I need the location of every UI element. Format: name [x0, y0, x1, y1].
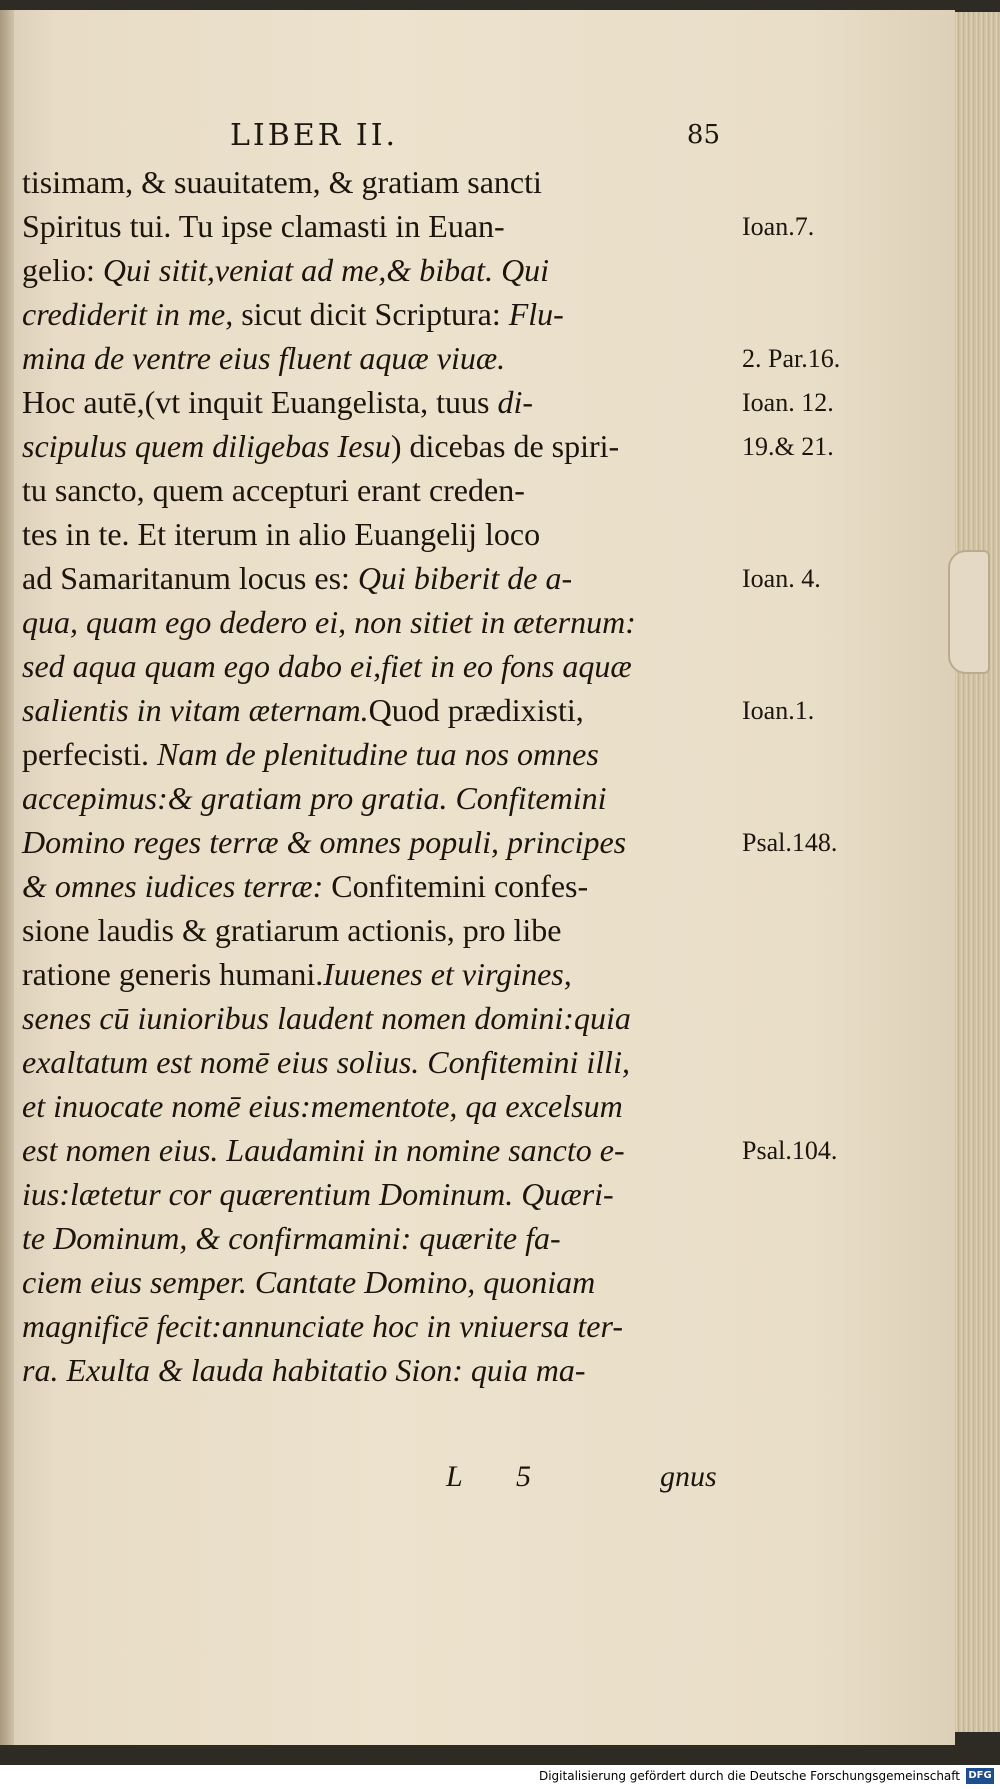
text-line: [22, 468, 742, 512]
margin-note: Ioan.7.: [742, 212, 815, 241]
text-line: [22, 1172, 742, 1216]
margin-note: Psal.104.: [742, 1136, 838, 1165]
running-header: [230, 118, 720, 158]
text-line: [22, 424, 742, 468]
text-line: [22, 556, 742, 600]
page-gutter-shadow: [0, 10, 14, 1745]
text-line: [22, 1260, 742, 1304]
text-line: [22, 952, 742, 996]
italic-text-run: qua, quam ego dedero ei, non sitiet in æternum:: [22, 604, 636, 640]
text-line: [22, 732, 742, 776]
italic-text-run: sed aqua quam ego dabo ei,fiet in eo fons aquæ: [22, 648, 632, 684]
italic-text-run: ciem eius semper. Cantate Domino, quoniam: [22, 1264, 596, 1300]
italic-text-run: ius:lætetur cor quærentium Dominum. Quæri-: [22, 1176, 614, 1212]
italic-text-run: exaltatum est nomē eius solius. Confitemini illi,: [22, 1044, 630, 1080]
text-line: [22, 996, 742, 1040]
italic-text-run: Iuuenes et virgines,: [323, 956, 572, 992]
text-line: [22, 644, 742, 688]
italic-text-run: Qui biberit de a-: [357, 560, 573, 596]
roman-text-run: sione laudis & gratiarum actionis, pro libe: [22, 912, 562, 948]
italic-text-run: magnificē fecit:annunciate hoc in vniuersa ter-: [22, 1308, 623, 1344]
text-line: [22, 512, 742, 556]
text-line: [22, 292, 742, 336]
italic-text-run: salientis in vitam æternam.: [22, 692, 369, 728]
text-line: [22, 688, 742, 732]
text-line: [22, 248, 742, 292]
signature-number: 5: [516, 1460, 531, 1493]
roman-text-run: perfecisti.: [22, 736, 158, 772]
italic-text-run: et inuocate nomē eius:mementote, qa excelsum: [22, 1088, 623, 1124]
margin-note: Psal.148.: [742, 828, 838, 857]
roman-text-run: Quod prædixisti,: [368, 692, 584, 728]
text-line: [22, 1084, 742, 1128]
text-line: [22, 820, 742, 864]
italic-text-run: senes cū iunioribus laudent nomen domini:quia: [22, 1000, 631, 1036]
text-line: [22, 1304, 742, 1348]
text-line: [22, 1040, 742, 1084]
italic-text-run: Flu-: [508, 296, 564, 332]
roman-text-run: ad Samaritanum locus es:: [22, 560, 358, 596]
text-line: [22, 1216, 742, 1260]
roman-text-run: tisimam, & suauitatem, & gratiam sancti: [22, 164, 542, 200]
text-line: [22, 776, 742, 820]
roman-text-run: sicut dicit Scriptura:: [233, 296, 509, 332]
text-line: [22, 1128, 742, 1172]
margin-note: Ioan. 4.: [742, 564, 821, 593]
italic-text-run: scipulus quem diligebas Iesu: [22, 428, 391, 464]
roman-text-run: ) dicebas de spiri-: [390, 428, 620, 464]
italic-text-run: di-: [497, 384, 533, 420]
page-fore-edge: [955, 12, 1000, 1732]
roman-text-run: gelio:: [22, 252, 103, 288]
text-line: [22, 1348, 742, 1392]
italic-text-run: Nam de plenitudine tua nos omnes: [157, 736, 599, 772]
italic-text-run: crediderit in me,: [22, 296, 234, 332]
text-line: [22, 908, 742, 952]
italic-text-run: & omnes iudices terræ:: [22, 868, 332, 904]
digitization-footer: [0, 1765, 1000, 1789]
roman-text-run: tu sancto, quem accepturi erant creden-: [22, 472, 525, 508]
dfg-logo: DFG: [966, 1768, 994, 1784]
text-line: [22, 160, 742, 204]
italic-text-run: accepimus:& gratiam pro gratia. Confitemini: [22, 780, 607, 816]
margin-note: Ioan.1.: [742, 696, 815, 725]
text-line: [22, 864, 742, 908]
roman-text-run: tes in te. Et iterum in alio Euangelij loco: [22, 516, 541, 552]
italic-text-run: te Dominum, & confirmamini: quærite fa-: [22, 1220, 561, 1256]
footer-credit: Digitalisierung gefördert durch die Deutsche Forschungsgemeinschaft: [538, 1769, 960, 1783]
text-block: [22, 160, 742, 1392]
text-line: [22, 204, 742, 248]
signature-letter: L: [446, 1460, 463, 1493]
margin-note: Ioan. 12.: [742, 388, 834, 417]
book-page: [0, 10, 955, 1745]
margin-note: 19.& 21.: [742, 432, 834, 461]
roman-text-run: Hoc autē,(vt inquit Euangelista, tuus: [22, 384, 498, 420]
page-tab-marker: [948, 550, 990, 674]
text-line: [22, 380, 742, 424]
italic-text-run: mina de ventre eius fluent aquæ viuæ.: [22, 340, 506, 376]
catchword: gnus: [660, 1460, 717, 1493]
catchline: [430, 1460, 750, 1500]
running-title: LIBER II.: [230, 118, 399, 153]
page-number: 85: [686, 120, 720, 150]
roman-text-run: Spiritus tui. Tu ipse clamasti in Euan-: [22, 208, 505, 244]
roman-text-run: ratione generis humani.: [22, 956, 324, 992]
italic-text-run: Domino reges terræ & omnes populi, principes: [22, 824, 627, 860]
italic-text-run: est nomen eius. Laudamini in nomine sancto e-: [22, 1132, 625, 1168]
roman-text-run: Confitemini confes-: [331, 868, 589, 904]
text-line: [22, 600, 742, 644]
italic-text-run: Qui sitit,veniat ad me,& bibat. Qui: [102, 252, 550, 288]
italic-text-run: ra. Exulta & lauda habitatio Sion: quia ma-: [22, 1352, 586, 1388]
margin-note: 2. Par.16.: [742, 344, 841, 373]
text-line: [22, 336, 742, 380]
